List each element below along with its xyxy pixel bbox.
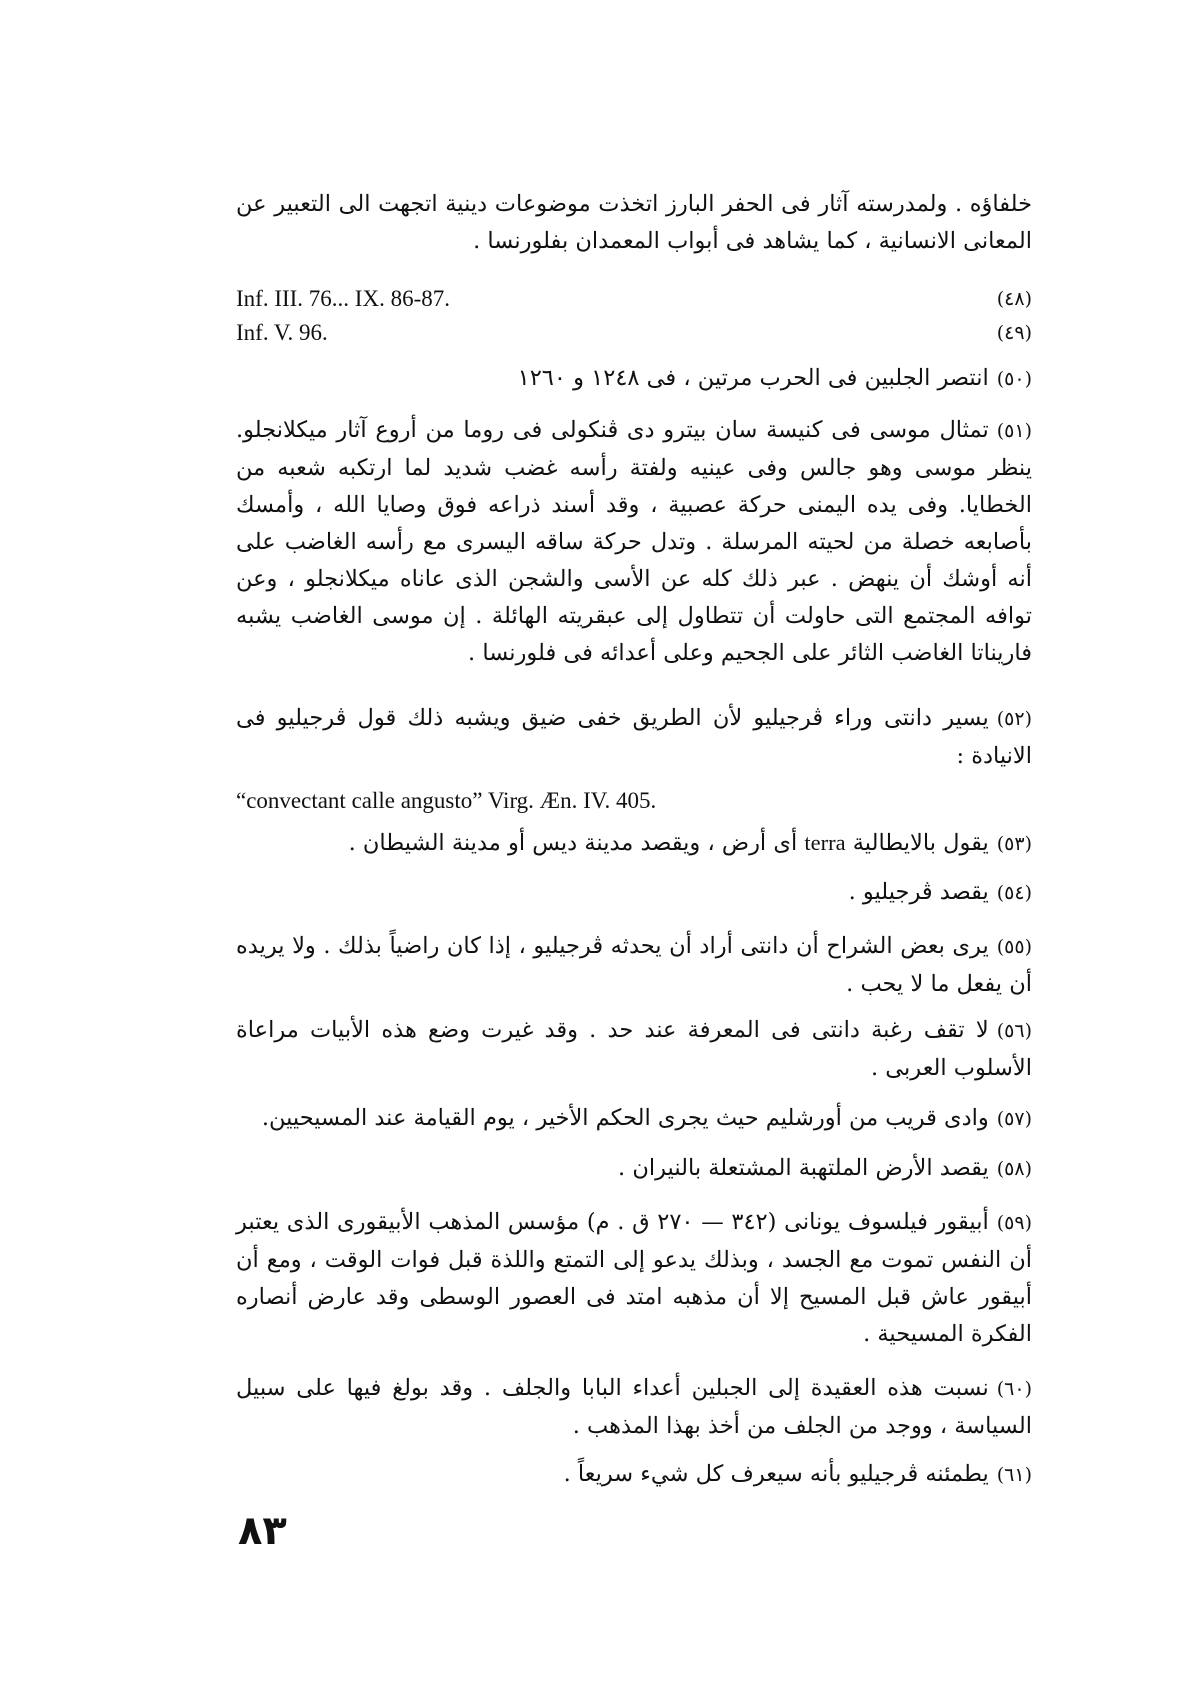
note-49-text: Inf. V. 96. <box>236 320 328 345</box>
note-53 <box>236 824 1032 863</box>
intro-paragraph <box>236 186 1032 260</box>
note-53-before: يقول بالايطالية <box>852 830 989 856</box>
note-59 <box>236 1204 1032 1353</box>
note-53-latin: terra <box>804 830 846 855</box>
note-58-text: يقصد الأرض الملتهبة المشتعلة بالنيران . <box>618 1155 989 1181</box>
note-60-text: نسبت هذه العقيدة إلى الجبلين أعداء البابا والجلف . وقد بولغ فيها على سبيل السياسة ، ووجد من الجلف من أخذ بهذا المذهب . <box>236 1375 1032 1439</box>
note-48-number: (٤٨) <box>996 288 1032 310</box>
note-56-number: (٥٦) <box>996 1020 1032 1042</box>
page-number: ٨٣ <box>238 1508 287 1554</box>
note-54-text: يقصد ڤرجيليو . <box>848 879 989 905</box>
note-49-number: (٤٩) <box>996 322 1032 344</box>
note-55-number: (٥٥) <box>996 936 1032 958</box>
note-53-after: أى أرض ، ويقصد مدينة ديس أو مدينة الشيطان . <box>348 830 798 856</box>
note-56 <box>236 1012 1032 1087</box>
note-50 <box>236 360 1032 398</box>
note-57-text: وادى قريب من أورشليم حيث يجرى الحكم الأخير ، يوم القيامة عند المسيحيين. <box>261 1105 989 1131</box>
note-50-text: انتصر الجلبين فى الحرب مرتين ، فى ١٢٤٨ و ١٢٦٠ <box>517 365 989 391</box>
note-50-number: (٥٠) <box>996 368 1032 390</box>
note-57-number: (٥٧) <box>996 1108 1032 1130</box>
note-60-number: (٦٠) <box>996 1378 1032 1400</box>
note-52-number: (٥٢) <box>996 708 1032 730</box>
note-59-number: (٥٩) <box>996 1212 1032 1234</box>
note-59-text: أبيقور فيلسوف يونانى (٣٤٢ — ٢٧٠ ق . م) مؤسس المذهب الأبيقورى الذى يعتبر أن النفس تموت مع الجسد ، وبذلك يدعو إلى التمتع واللذة قبل فوات الوقت ، ومع أن أبيقور عاش قبل المسيح إلا أن مذهبه امتد فى العصور الوسطى وقد عارض أنصاره الفكرة المسيحية . <box>236 1209 1032 1347</box>
note-54-number: (٥٤) <box>996 882 1032 904</box>
note-58-number: (٥٨) <box>996 1158 1032 1180</box>
note-53-number: (٥٣) <box>996 833 1032 855</box>
note-52 <box>236 700 1032 775</box>
note-60 <box>236 1370 1032 1445</box>
note-52-text: يسير دانتى وراء ڤرجيليو لأن الطريق خفى ضيق ويشبه ذلك قول ڤرجيليو فى الانيادة : <box>236 705 1032 769</box>
note-48-text: Inf. III. 76... IX. 86-87. <box>236 286 450 311</box>
note-55-text: يرى بعض الشراح أن دانتى أراد أن يحدثه ڤرجيليو ، إذا كان راضياً بذلك . ولا يريده أن يفعل ما لا يحب . <box>236 933 1032 997</box>
note-57 <box>236 1100 1032 1138</box>
note-58 <box>236 1150 1032 1188</box>
latin-quote <box>236 786 1032 816</box>
note-61-number: (٦١) <box>996 1464 1032 1486</box>
note-56-text: لا تقف رغبة دانتى فى المعرفة عند حد . وقد غيرت وضع هذه الأبيات مراعاة الأسلوب العربى . <box>236 1017 1032 1081</box>
latin-quote-text: “convectant calle angusto” Virg. Æn. IV. 405. <box>236 788 657 813</box>
note-51-text: تمثال موسى فى كنيسة سان بيترو دى ڤنكولى فى روما من أروع آثار ميكلانجلو. ينظر موسى وهو جالس وفى عينيه ولفتة رأسه غضب شديد لما ارتكبه شعبه من الخطايا. وفى يده اليمنى حركة عصبية ، وقد أسند ذراعه فوق وصايا الله ، وأمسك بأصابعه خصلة من لحيته المرسلة . وتدل حركة ساقه اليسرى مع رأسه الغاضب على أنه أوشك أن ينهض . عبر ذلك كله عن الأسى والشجن الذى عاناه ميكلانجلو ، وعن توافه المجتمع التى حاولت أن تتطاول إلى عبقريته الهائلة . إن موسى الغاضب يشبه فاريناتا الغاضب الثائر على الجحيم وعلى أعدائه فى فلورنسا . <box>236 417 1032 666</box>
note-61 <box>236 1456 1032 1494</box>
intro-text: خلفاؤه . ولمدرسته آثار فى الحفر البارز اتخذت موضوعات دينية اتجهت الى التعبير عن المعانى الانسانية ، كما يشاهد فى أبواب المعمدان بفلورنسا . <box>236 191 1032 254</box>
note-51 <box>236 412 1032 672</box>
note-54 <box>236 874 1032 912</box>
note-49 <box>236 318 1032 348</box>
note-61-text: يطمئنه ڤرجيليو بأنه سيعرف كل شيء سريعاً . <box>563 1461 989 1487</box>
note-51-number: (٥١) <box>996 420 1032 442</box>
note-55 <box>236 928 1032 1003</box>
note-48 <box>236 284 1032 314</box>
